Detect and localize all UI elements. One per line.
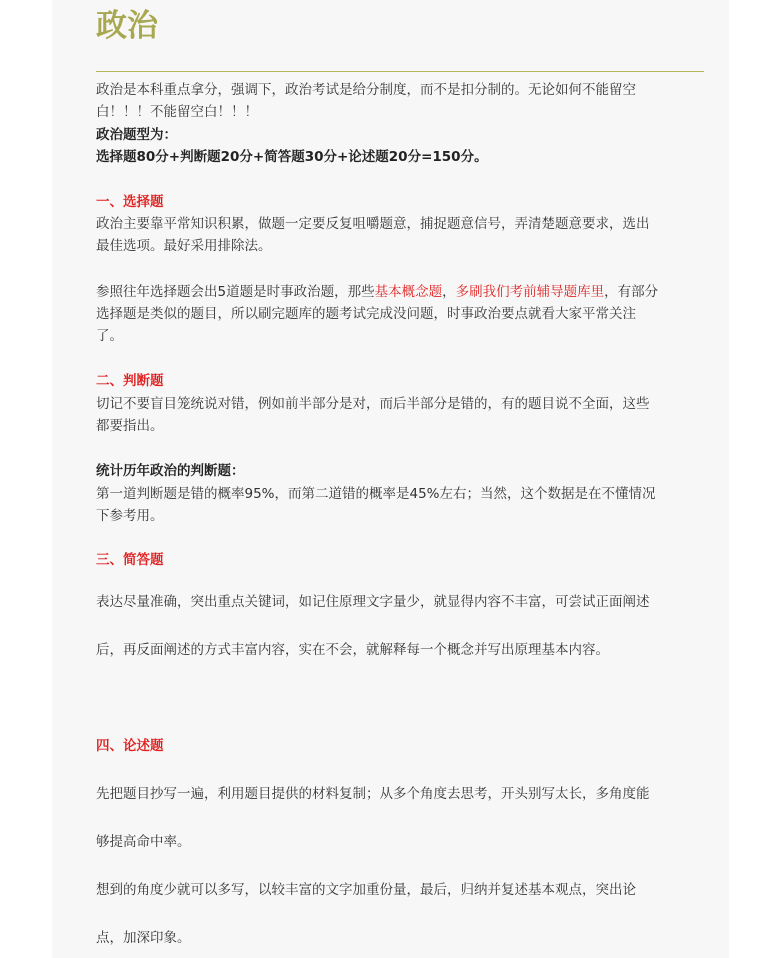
page-title: 政治 (96, 8, 158, 44)
intro-line-2: 白！！！不能留空白！！！ (96, 104, 258, 120)
essay-p2-line-2: 点，加深印象。 (96, 930, 191, 946)
choice-p2-line-3: 了。 (96, 328, 123, 344)
left-margin (0, 0, 52, 958)
essay-p1-line-1: 先把题目抄写一遍，利用题目提供的材料复制；从多个角度去思考，开头别写太长，多角度能 (96, 786, 650, 802)
short-answer-line-2: 后，再反面阐述的方式丰富内容，实在不会，就解释每一个概念并写出原理基本内容。 (96, 642, 609, 658)
question-types-label: 政治题型为： (96, 127, 177, 143)
choice-p2-line-2: 选择题是类似的题目，所以刷完题库的题考试完成没问题，时事政治要点就看大家平常关注 (96, 306, 636, 322)
section-heading-judgment: 二、判断题 (96, 373, 164, 389)
judgment-p1-line-1: 切记不要盲目笼统说对错，例如前半部分是对，而后半部分是错的，有的题目说不全面，这些 (96, 396, 650, 412)
highlight-basic-concepts: 基本概念题 (374, 284, 443, 300)
choice-p2-text-c: ，有部分 (604, 284, 659, 300)
question-types-formula: 选择题80分+判断题20分+简答题30分+论述题20分=150分。 (96, 149, 488, 165)
judgment-stats-line-2: 下参考用。 (96, 508, 164, 524)
section-heading-essay: 四、论述题 (96, 738, 164, 754)
section-heading-choice: 一、选择题 (96, 194, 164, 210)
judgment-stats-line-1: 第一道判断题是错的概率95%，而第二道错的概率是45%左右；当然，这个数据是在不懂情况 (96, 486, 656, 502)
choice-p2-text-b: ， (442, 284, 456, 300)
short-answer-line-1: 表达尽量准确，突出重点关键词，如记住原理文字量少，就显得内容不丰富，可尝试正面阐述 (96, 594, 650, 610)
choice-p2-line-1 (96, 281, 706, 303)
section-heading-short-answer: 三、简答题 (96, 552, 164, 568)
highlight-question-bank: 多刷我们考前辅导题库里 (455, 284, 605, 300)
intro-line-1: 政治是本科重点拿分，强调下，政治考试是给分制度，而不是扣分制的。无论如何不能留空 (96, 82, 636, 98)
judgment-stats-label: 统计历年政治的判断题： (96, 463, 245, 479)
judgment-p1-line-2: 都要指出。 (96, 418, 164, 434)
essay-p1-line-2: 够提高命中率。 (96, 834, 191, 850)
title-divider (96, 71, 704, 72)
choice-p2-text-a: 参照往年选择题会出5道题是时事政治题，那些 (96, 284, 375, 300)
essay-p2-line-1: 想到的角度少就可以多写，以较丰富的文字加重份量，最后，归纳并复述基本观点，突出论 (96, 882, 636, 898)
right-margin (729, 0, 770, 958)
choice-p1-line-1: 政治主要靠平常知识积累，做题一定要反复咀嚼题意，捕捉题意信号，弄清楚题意要求，选出 (96, 216, 650, 232)
choice-p1-line-2: 最佳选项。最好采用排除法。 (96, 238, 272, 254)
